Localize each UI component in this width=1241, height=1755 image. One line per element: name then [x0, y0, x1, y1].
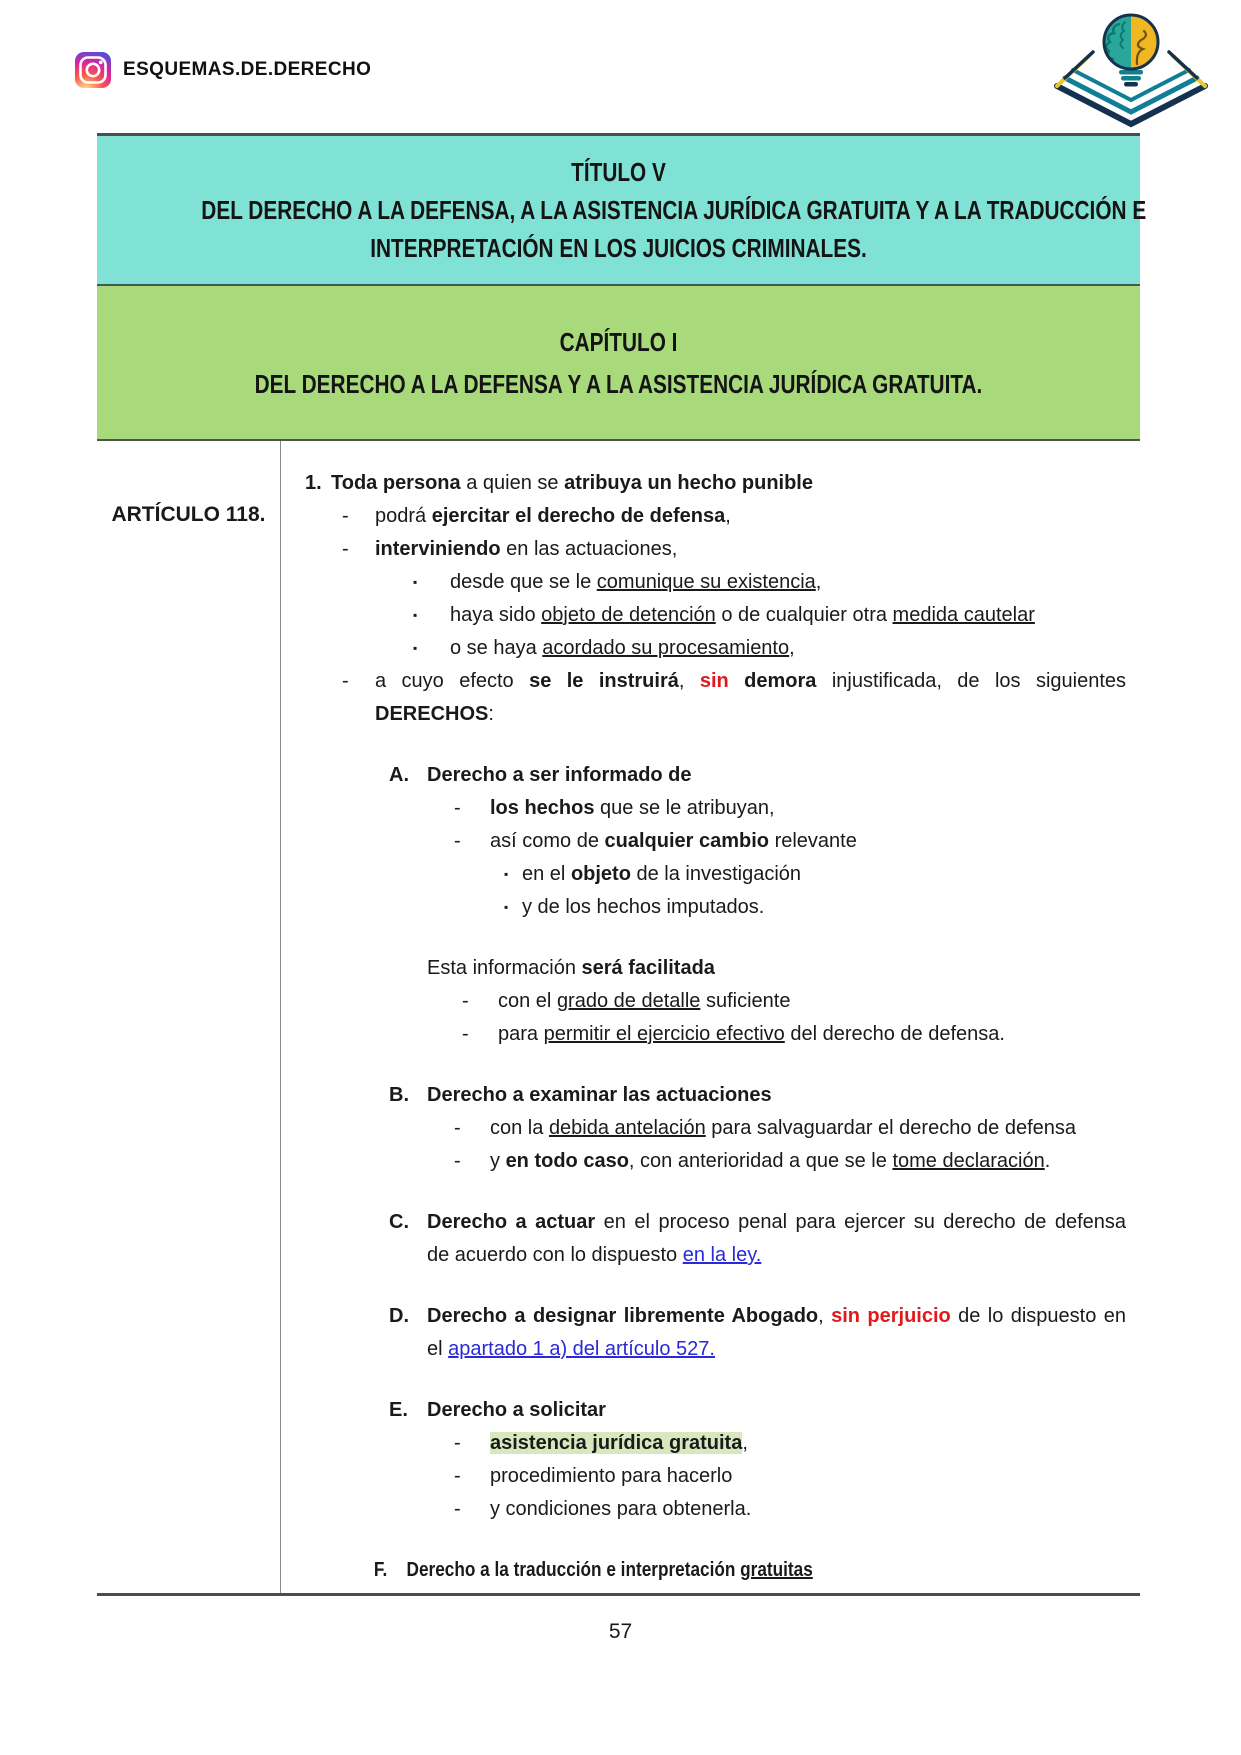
- text-segment: los hechos: [490, 797, 595, 819]
- text-segment: el: [427, 1338, 449, 1360]
- page-number: 57: [608, 1620, 633, 1643]
- text-segment: a quien se: [466, 472, 565, 494]
- capitulo-line: CAPÍTULO I: [559, 326, 678, 357]
- list-marker: C.: [389, 1211, 409, 1233]
- capitulo-line: DEL DERECHO A LA DEFENSA Y A LA ASISTENCIA JURÍDICA GRATUITA.: [254, 368, 983, 399]
- article-label: ARTÍCULO 118.: [111, 503, 266, 526]
- article-line: [281, 1333, 1140, 1366]
- list-marker: -: [462, 990, 469, 1012]
- line-text: [331, 467, 1140, 500]
- article-line: [281, 500, 1140, 533]
- text-segment: haya sido: [450, 604, 542, 626]
- text-segment: podrá: [375, 505, 432, 527]
- line-text: [490, 1460, 1140, 1493]
- article-label-cell: [97, 441, 281, 1593]
- list-marker: -: [454, 830, 461, 852]
- article-content: [281, 441, 1140, 1593]
- text-segment: , con anterioridad a que se le: [628, 1150, 893, 1172]
- titulo-line: TÍTULO V: [571, 157, 666, 187]
- text-segment: DERECHOS: [375, 703, 489, 725]
- text-segment: objeto: [570, 863, 631, 885]
- article-line: [281, 698, 1140, 731]
- link[interactable]: en la ley.: [682, 1244, 762, 1266]
- list-marker: ▪: [504, 900, 509, 914]
- text-segment: Derecho a designar libremente Abogado: [427, 1305, 819, 1327]
- list-marker: A.: [389, 764, 409, 786]
- text-segment: Toda persona: [331, 472, 467, 494]
- text-segment: injustificada, de los siguientes: [816, 670, 1126, 692]
- text-segment: en todo caso: [505, 1150, 629, 1172]
- line-text: [490, 1427, 1140, 1460]
- list-marker: -: [462, 1023, 469, 1045]
- line-text: [375, 500, 1140, 533]
- text-segment: en el: [522, 863, 571, 885]
- list-marker: ▪: [413, 575, 418, 589]
- text-segment: gratuitas: [740, 1559, 813, 1581]
- text-segment: ,: [789, 637, 795, 659]
- text-segment: y: [490, 1150, 506, 1172]
- article-line: [281, 952, 1140, 985]
- titulo-line: DEL DERECHO A LA DEFENSA, A LA ASISTENCIA JURÍDICA GRATUITA Y A LA TRADUCCIÓN E: [201, 195, 1147, 225]
- article-line: [281, 599, 1140, 632]
- text-segment: de acuerdo con lo dispuesto: [427, 1244, 683, 1266]
- text-segment: relevante: [769, 830, 857, 852]
- text-segment: se le instruirá: [529, 670, 679, 692]
- text-segment: tome declaración: [892, 1150, 1045, 1172]
- text-segment: ,: [815, 571, 822, 593]
- line-text: [427, 759, 1140, 792]
- article-line: [281, 566, 1140, 599]
- text-segment: ,: [678, 670, 700, 692]
- line-text: [490, 825, 1140, 858]
- text-segment: en el proceso penal para ejercer su derecho de defensa: [595, 1211, 1126, 1233]
- titulo-line: INTERPRETACIÓN EN LOS JUICIOS CRIMINALES.: [370, 233, 867, 263]
- article-line: [281, 1300, 1140, 1333]
- list-marker: D.: [389, 1305, 409, 1327]
- list-marker: -: [342, 505, 349, 527]
- text-segment: o se haya: [450, 637, 543, 659]
- line-text: [490, 1493, 1140, 1526]
- line-text: [375, 665, 1140, 698]
- text-segment: será facilitada: [581, 957, 715, 979]
- text-segment: a cuyo efecto: [375, 670, 530, 692]
- text-segment: Derecho a examinar las actuaciones: [427, 1084, 772, 1106]
- line-text: [427, 1333, 1140, 1366]
- text-segment: acordado su procesamiento: [542, 637, 790, 659]
- text-segment: atribuya un hecho punible: [564, 472, 813, 494]
- text-segment: y condiciones para obtenerla.: [490, 1498, 752, 1520]
- list-marker: -: [454, 1150, 461, 1172]
- text-segment: suficiente: [700, 990, 791, 1012]
- article-row: [97, 441, 1140, 1596]
- article-line: [281, 1493, 1140, 1526]
- text-segment: desde que se le: [450, 571, 597, 593]
- list-marker: -: [454, 1432, 461, 1454]
- line-text: [450, 632, 1140, 665]
- line-text: [427, 952, 1140, 985]
- text-segment: debida antelación: [548, 1117, 706, 1139]
- list-marker: ▪: [413, 608, 418, 622]
- list-marker: ▪: [413, 641, 418, 655]
- line-text: [375, 698, 1140, 731]
- line-text: [498, 1018, 1140, 1051]
- brand-row: [75, 52, 371, 88]
- text-segment: sin perjuicio: [831, 1305, 951, 1327]
- list-marker: -: [454, 1117, 461, 1139]
- text-segment: de lo dispuesto en: [950, 1305, 1126, 1327]
- line-text: [375, 533, 1140, 566]
- text-segment: ejercitar el derecho de defensa: [431, 505, 726, 527]
- text-segment: sin: [699, 670, 729, 692]
- text-segment: Derecho a solicitar: [427, 1399, 606, 1421]
- article-line: [281, 891, 1140, 924]
- list-marker: 1.: [305, 472, 322, 494]
- article-line: [281, 1206, 1140, 1239]
- schema-table: [97, 133, 1147, 1596]
- list-marker: -: [342, 670, 349, 692]
- article-line: [281, 467, 1140, 500]
- highlighted-text: asistencia jurídica gratuita: [490, 1432, 743, 1454]
- article-line: [281, 632, 1140, 665]
- line-text: [427, 1394, 1140, 1427]
- article-line: [281, 985, 1140, 1018]
- list-marker: -: [454, 1498, 461, 1520]
- article-line: [281, 792, 1140, 825]
- article-line: [281, 1018, 1140, 1051]
- text-segment: Derecho a la traducción e interpretación: [406, 1559, 741, 1581]
- article-line: [281, 533, 1140, 566]
- text-segment: y de los hechos imputados.: [522, 896, 765, 918]
- line-text: [498, 985, 1140, 1018]
- text-segment: Derecho a actuar: [427, 1211, 596, 1233]
- line-text: [450, 599, 1140, 632]
- text-segment: :: [488, 703, 494, 725]
- article-line: [281, 1427, 1140, 1460]
- text-segment: comunique su existencia: [596, 571, 816, 593]
- article-line: [281, 1112, 1140, 1145]
- text-segment: Esta información: [427, 957, 582, 979]
- text-segment: .: [1044, 1150, 1051, 1172]
- line-text: [522, 858, 1140, 891]
- banner-capitulo: [97, 286, 1140, 441]
- instagram-icon: [75, 52, 111, 88]
- text-segment: grado de detalle: [556, 990, 701, 1012]
- link[interactable]: apartado 1 a) del artículo 527.: [448, 1338, 715, 1360]
- text-segment: del derecho de defensa.: [784, 1023, 1005, 1045]
- list-marker: F.: [373, 1559, 388, 1581]
- banner-titulo: [97, 136, 1147, 286]
- text-segment: o de cualquier otra: [715, 604, 893, 626]
- article-line: [281, 1554, 1020, 1587]
- page-header: [0, 0, 1241, 133]
- text-segment: ,: [742, 1432, 748, 1454]
- text-segment: para: [498, 1023, 544, 1045]
- list-marker: -: [454, 1465, 461, 1487]
- article-line: [281, 1460, 1140, 1493]
- article-line: [281, 1079, 1140, 1112]
- article-line: [281, 1239, 1140, 1272]
- line-text: [427, 1300, 1140, 1333]
- text-segment: cualquier cambio: [604, 830, 770, 852]
- line-text: [490, 792, 1140, 825]
- line-text: [427, 1079, 1140, 1112]
- line-text: [490, 1145, 1140, 1178]
- list-marker: E.: [389, 1399, 408, 1421]
- article-line: [281, 1145, 1140, 1178]
- article-line: [281, 858, 1140, 891]
- article-line: [281, 1394, 1140, 1427]
- text-segment: permitir el ejercicio efectivo: [543, 1023, 785, 1045]
- brand-text: ESQUEMAS.DE.DERECHO: [123, 59, 372, 80]
- text-segment: procedimiento para hacerlo: [490, 1465, 733, 1487]
- text-segment: demora: [744, 670, 817, 692]
- list-marker: ▪: [504, 867, 509, 881]
- line-text: [407, 1554, 1020, 1587]
- article-line: [281, 759, 1140, 792]
- text-segment: objeto de detención: [541, 604, 716, 626]
- line-text: [450, 566, 1140, 599]
- line-text: [427, 1239, 1140, 1272]
- text-segment: para salvaguardar el derecho de defensa: [705, 1117, 1076, 1139]
- text-segment: Derecho a ser informado de: [427, 764, 692, 786]
- brain-bulb-book-logo: [1045, 6, 1217, 137]
- text-segment: así como de: [490, 830, 605, 852]
- line-text: [522, 891, 1140, 924]
- line-text: [427, 1206, 1140, 1239]
- text-segment: en las actuaciones,: [500, 538, 678, 560]
- text-segment: que se le atribuyan,: [594, 797, 775, 819]
- text-segment: de la investigación: [630, 863, 802, 885]
- list-marker: B.: [389, 1084, 409, 1106]
- text-segment: medida cautelar: [892, 604, 1035, 626]
- article-line: [281, 825, 1140, 858]
- text-segment: interviniendo: [375, 538, 501, 560]
- article-line: [281, 665, 1140, 698]
- line-text: [490, 1112, 1140, 1145]
- text-segment: con la: [490, 1117, 549, 1139]
- text-segment: ,: [818, 1305, 832, 1327]
- text-segment: ,: [725, 505, 731, 527]
- list-marker: -: [342, 538, 349, 560]
- list-marker: -: [454, 797, 461, 819]
- text-segment: [729, 670, 744, 692]
- text-segment: con el: [498, 990, 557, 1012]
